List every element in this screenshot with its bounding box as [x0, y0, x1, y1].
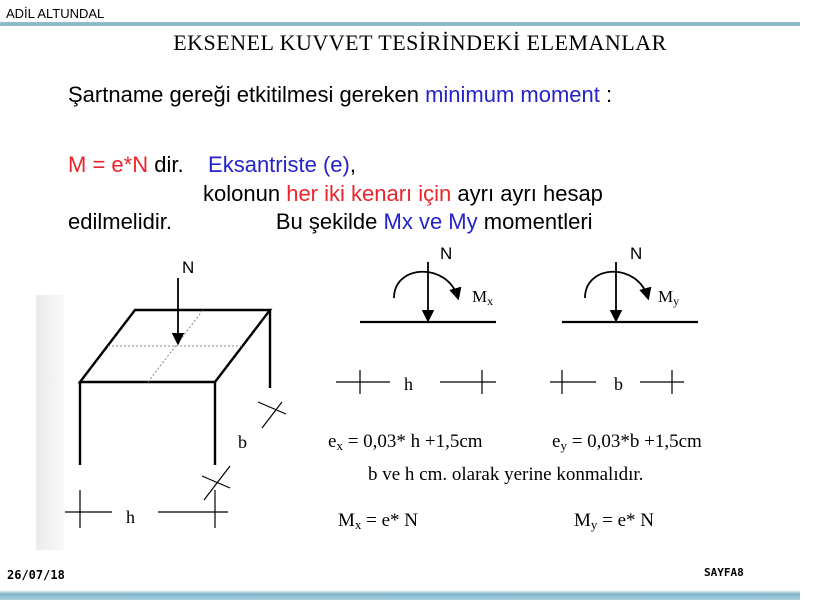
section-y	[550, 262, 698, 394]
author-label: ADİL ALTUNDAL	[6, 6, 105, 21]
body-text	[68, 82, 788, 234]
formula-mx: Mx = e* N	[338, 510, 419, 532]
formula-ex: ex = 0,03* h +1,5cm	[328, 431, 483, 453]
footer-page-number: SAYFA8	[704, 566, 744, 579]
load-label-x: N	[440, 244, 453, 263]
dim-h2-label: h	[404, 374, 413, 394]
dim-b-label: b	[238, 432, 247, 452]
dim-line	[262, 402, 282, 428]
text-segment: momentleri	[483, 209, 593, 234]
dim-b2-label: b	[614, 374, 623, 394]
text-segment: :	[606, 82, 613, 107]
column-diagram	[0, 230, 800, 560]
moment-label-y: My	[658, 287, 680, 308]
dim-tick	[202, 476, 230, 488]
body-line-1	[68, 82, 612, 108]
moment-label-x: Mx	[472, 287, 494, 308]
dim-line	[204, 466, 230, 500]
text-segment: Bu şekilde	[275, 209, 378, 234]
highlight-mx-my: Mx ve My	[383, 209, 478, 234]
dim-h-label: h	[126, 507, 135, 527]
slide-title: EKSENEL KUVVET TESİRİNDEKİ ELEMANLAR	[173, 30, 667, 55]
footer-date: 26/07/18	[7, 568, 65, 582]
highlight-her-iki-kenari: her iki kenarı için	[286, 181, 452, 206]
footer-rule	[0, 590, 800, 600]
body-line-3	[203, 181, 603, 207]
units-note: b ve h cm. olarak yerine konmalıdır.	[368, 464, 644, 485]
load-label-y: N	[630, 244, 643, 263]
column-load-label: N	[182, 258, 195, 277]
highlight-eksantriste: Eksantriste (e)	[208, 152, 350, 177]
text-segment: edilmelidir.	[68, 209, 172, 234]
section-x	[336, 262, 496, 394]
formula-my: My = e* N	[574, 510, 655, 532]
dim-tick	[258, 402, 286, 414]
moment-arc-x	[394, 272, 458, 298]
text-segment: Şartname gereği etkitilmesi gereken	[68, 82, 419, 107]
text-segment: dir.	[154, 152, 184, 177]
text-segment: kolonun	[203, 181, 281, 206]
highlight-minimum-moment: minimum moment	[425, 82, 600, 107]
text-segment: ,	[349, 152, 356, 177]
formula-ey: ey = 0,03*b +1,5cm	[552, 431, 702, 453]
header-rule	[0, 22, 800, 26]
body-line-2	[68, 152, 356, 178]
text-segment: ayrı ayrı hesap	[457, 181, 603, 206]
column-sketch	[65, 278, 286, 528]
formula-m-en: M = e*N	[68, 152, 149, 177]
